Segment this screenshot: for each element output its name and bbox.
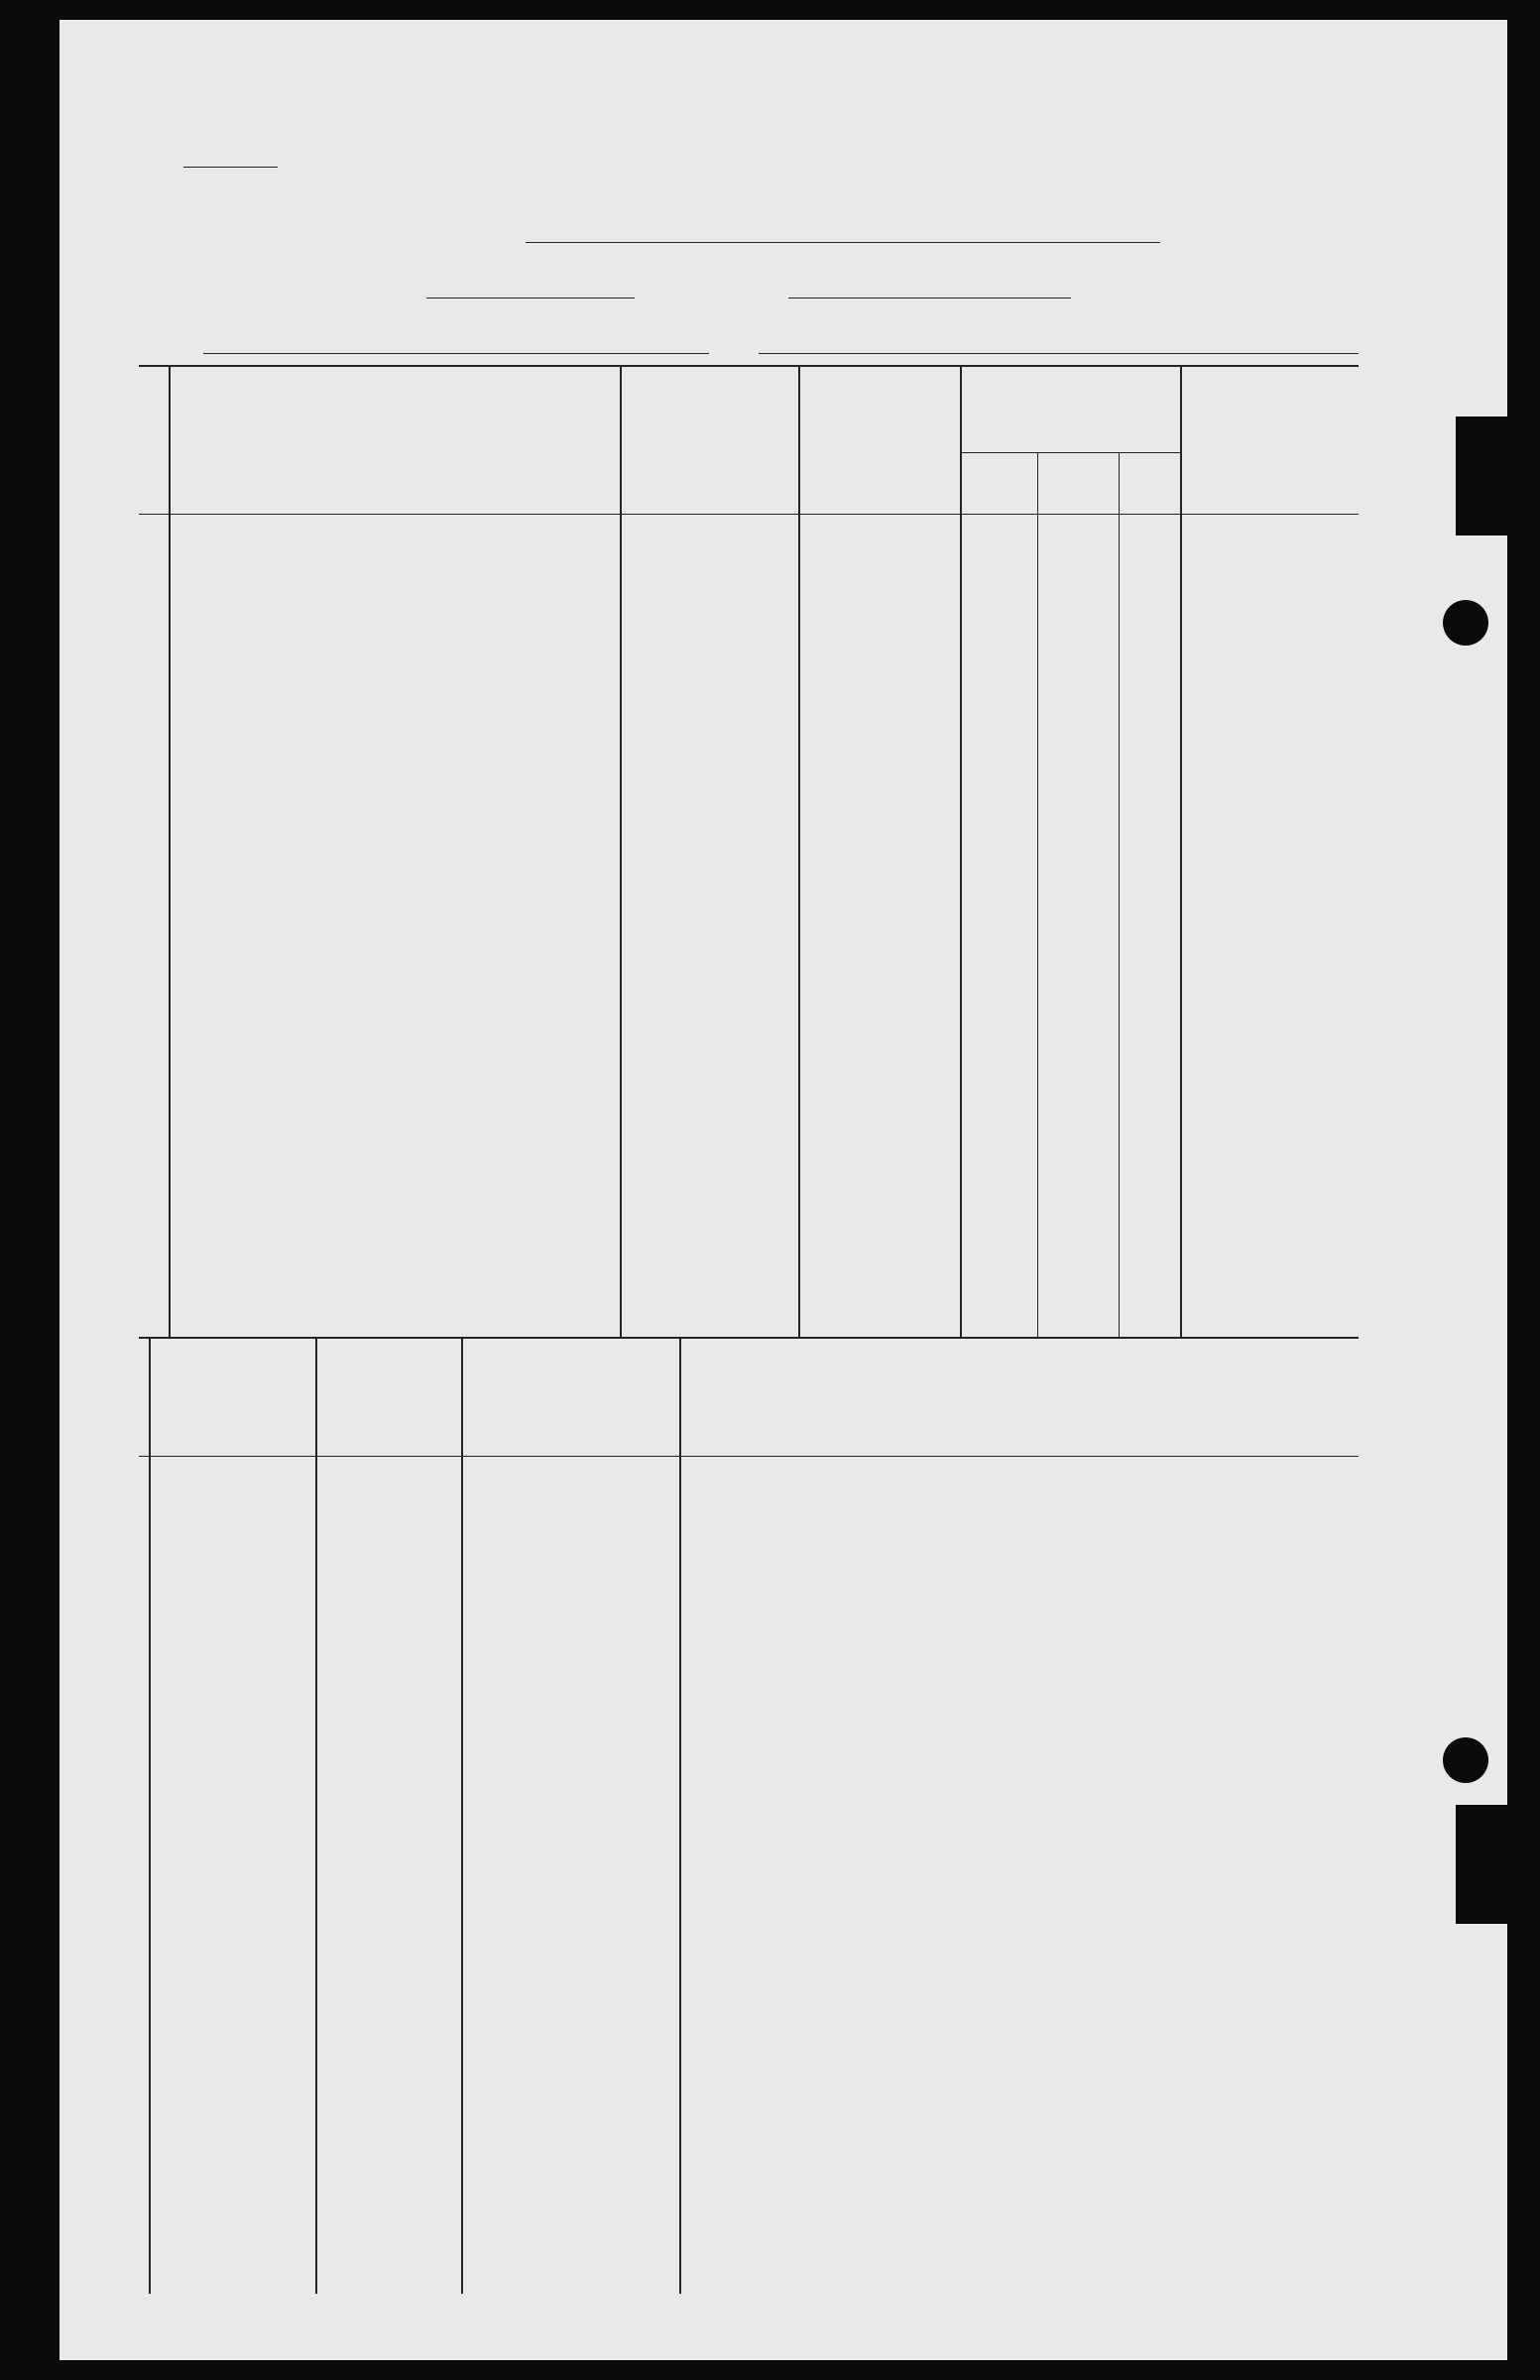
- punch-hole-bottom: [1443, 1737, 1488, 1783]
- binder-tab-top: [1456, 416, 1540, 536]
- document-page: [59, 20, 1507, 2360]
- binder-tab-bottom: [1456, 1805, 1540, 1924]
- punch-hole-top: [1443, 600, 1488, 646]
